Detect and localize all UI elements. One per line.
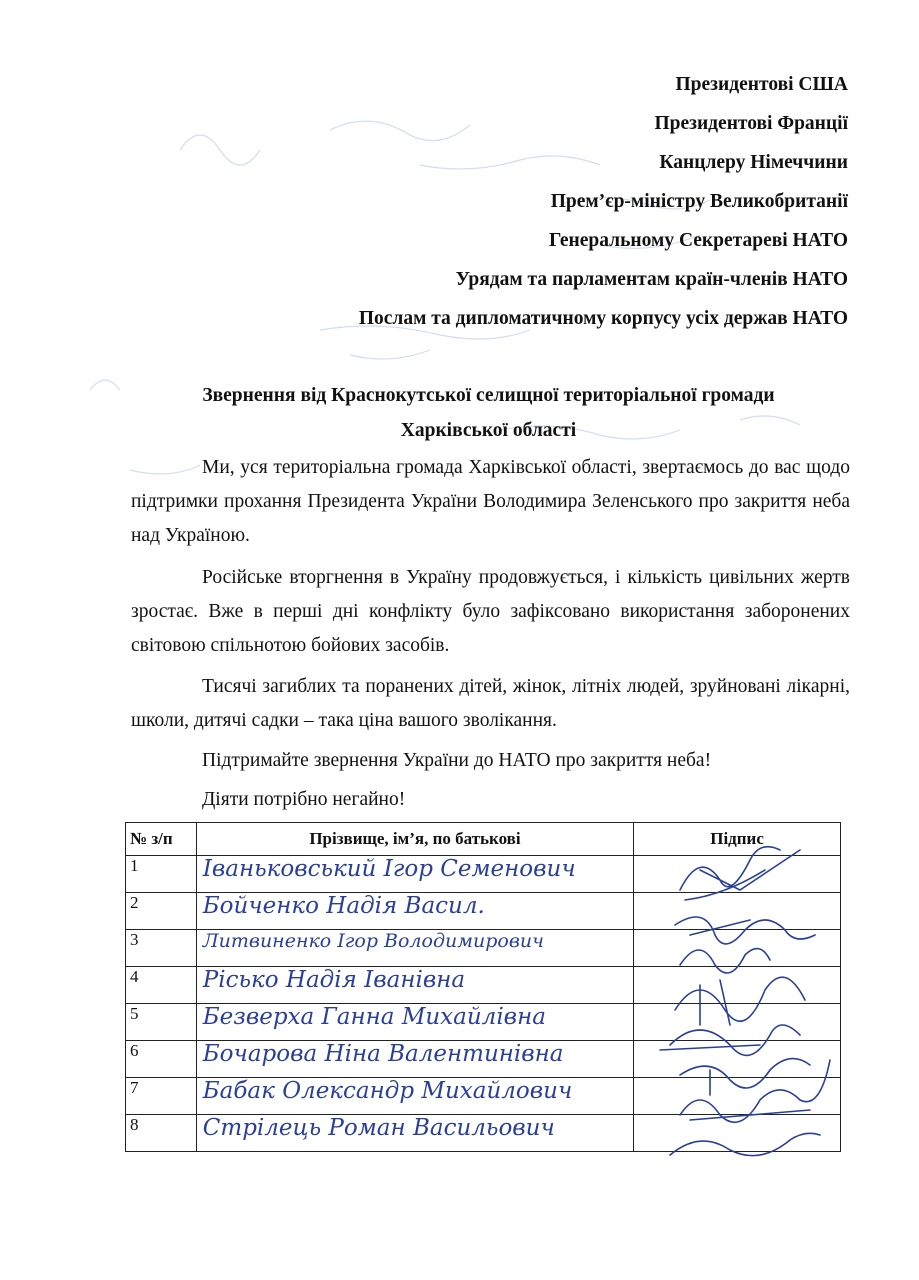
- handwritten-name: Бойченко Надія Васил.: [202, 893, 485, 919]
- addressee-line: Прем’єр-міністру Великобританії: [550, 191, 848, 212]
- addressee-line: Послам та дипломатичному корпусу усіх держав НАТО: [358, 308, 848, 329]
- row-name-cell: [196, 967, 633, 1004]
- addressee-list: [359, 72, 848, 345]
- handwritten-name: Литвиненко Ігор Володимирович: [202, 930, 544, 952]
- row-name-cell: [196, 930, 633, 967]
- paragraph: [131, 451, 850, 553]
- row-number: 7: [126, 1078, 197, 1115]
- signature-4: [675, 977, 805, 1025]
- header-signature: Підпис: [634, 823, 841, 856]
- row-number: 4: [126, 967, 197, 1004]
- row-name-cell: [196, 1041, 633, 1078]
- row-number: 5: [126, 1004, 197, 1041]
- row-name-cell: [196, 1004, 633, 1041]
- addressee-line: Генеральному Секретареві НАТО: [548, 230, 848, 251]
- handwritten-name: Рісько Надія Іванівна: [202, 967, 466, 993]
- handwritten-name: Безверха Ганна Михайлівна: [202, 1004, 546, 1030]
- document-title-region: Харківської області: [400, 420, 577, 441]
- signature-1: [680, 847, 800, 900]
- document-title: Звернення від Краснокутської селищної територіальної громади: [202, 385, 775, 406]
- addressee-line: Канцлеру Німеччини: [659, 152, 848, 173]
- row-number: 1: [126, 856, 197, 893]
- row-number: 2: [126, 893, 197, 930]
- paragraph-text: Ми, уся територіальна громада Харківської області, звертаємось до вас щодо підтримки прохання Президента України Володимира Зеленського про закриття неба над Україною.: [131, 457, 850, 546]
- signature-7: [680, 1060, 830, 1122]
- handwritten-name: Бочарова Ніна Валентинівна: [202, 1041, 564, 1067]
- paragraph: [131, 561, 850, 663]
- signature-6: [680, 1059, 810, 1095]
- addressee-line: Президентові Франції: [654, 113, 848, 134]
- addressee-line: Президентові США: [675, 74, 848, 95]
- handwritten-name: Бабак Олександр Михайлович: [202, 1078, 573, 1104]
- row-name-cell: [196, 893, 633, 930]
- header-full-name: Прізвище, ім’я, по батькові: [196, 823, 633, 856]
- paragraph-text: Російське вторгнення в Україну продовжується, і кількість цивільних жертв зростає. Вже в перші дні конфлікту було зафіксовано використання заборонених світовою спільнотою бойових засобів.: [131, 567, 850, 656]
- signature-3: [680, 949, 770, 973]
- paragraph-text: Діяти потрібно негайно!: [202, 789, 406, 810]
- signature-2: [675, 917, 815, 944]
- row-name-cell: [196, 1078, 633, 1115]
- paragraph: [131, 670, 850, 738]
- signature-5: [660, 1025, 800, 1055]
- row-name-cell: [196, 1115, 633, 1152]
- row-name-cell: [196, 856, 633, 893]
- paragraph-text: Підтримайте звернення України до НАТО про закриття неба!: [202, 750, 712, 771]
- paragraph: [131, 744, 850, 778]
- signature-scribbles: [640, 815, 860, 1165]
- addressee-line: Урядам та парламентам країн-членів НАТО: [455, 269, 848, 290]
- row-number: 3: [126, 930, 197, 967]
- handwritten-name: Стрілець Роман Васильович: [202, 1115, 555, 1141]
- paragraph: [131, 783, 850, 817]
- handwritten-name: Іваньковський Ігор Семенович: [202, 856, 576, 882]
- row-number: 8: [126, 1115, 197, 1152]
- row-number: 6: [126, 1041, 197, 1078]
- header-number: № з/п: [126, 823, 197, 856]
- paragraph-text: Тисячі загиблих та поранених дітей, жінок, літніх людей, зруйновані лікарні, школи, дитячі садки – така ціна вашого зволікання.: [131, 676, 850, 731]
- signature-8: [670, 1133, 820, 1155]
